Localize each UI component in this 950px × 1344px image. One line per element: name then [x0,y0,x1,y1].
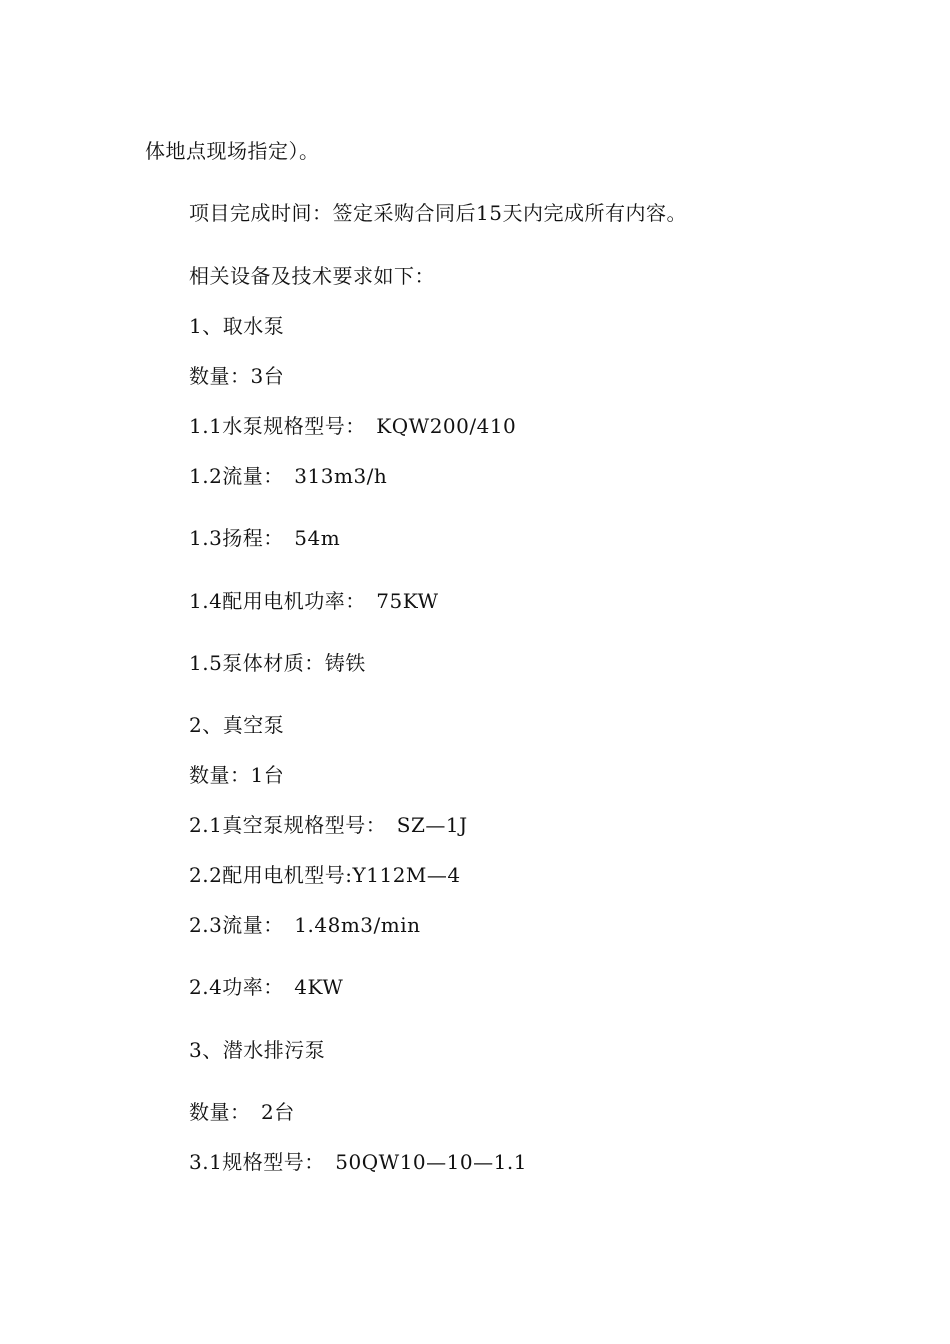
spec-line: 3.1规格型号： 50QW10—10—1.1 [189,1150,527,1174]
spec-line: 2.2配用电机型号:Y112M—4 [189,863,461,887]
spec-line: 2.3流量： 1.48m3/min [189,913,421,937]
spec-line: 2.4功率： 4KW [189,975,344,999]
requirements-intro: 相关设备及技术要求如下： [189,264,435,288]
section-heading-sewage-pump: 3、潜水排污泵 [189,1038,326,1062]
spec-line: 1.1水泵规格型号： KQW200/410 [189,414,517,438]
spec-line: 2.1真空泵规格型号： SZ—1J [189,813,468,837]
spec-line: 1.4配用电机功率： 75KW [189,589,439,613]
spec-line: 1.3扬程： 54m [189,526,341,550]
spec-line: 1.2流量： 313m3/h [189,464,388,488]
completion-time-text: 项目完成时间：签定采购合同后15天内完成所有内容。 [189,201,687,225]
section-heading-intake-pump: 1、取水泵 [189,314,285,338]
quantity-line: 数量： 2台 [189,1100,295,1124]
spec-line: 1.5泵体材质：铸铁 [189,651,366,675]
quantity-line: 数量：3台 [189,364,285,388]
paragraph-continuation: 体地点现场指定）。 [145,139,320,163]
section-heading-vacuum-pump: 2、真空泵 [189,713,285,737]
quantity-line: 数量：1台 [189,763,285,787]
